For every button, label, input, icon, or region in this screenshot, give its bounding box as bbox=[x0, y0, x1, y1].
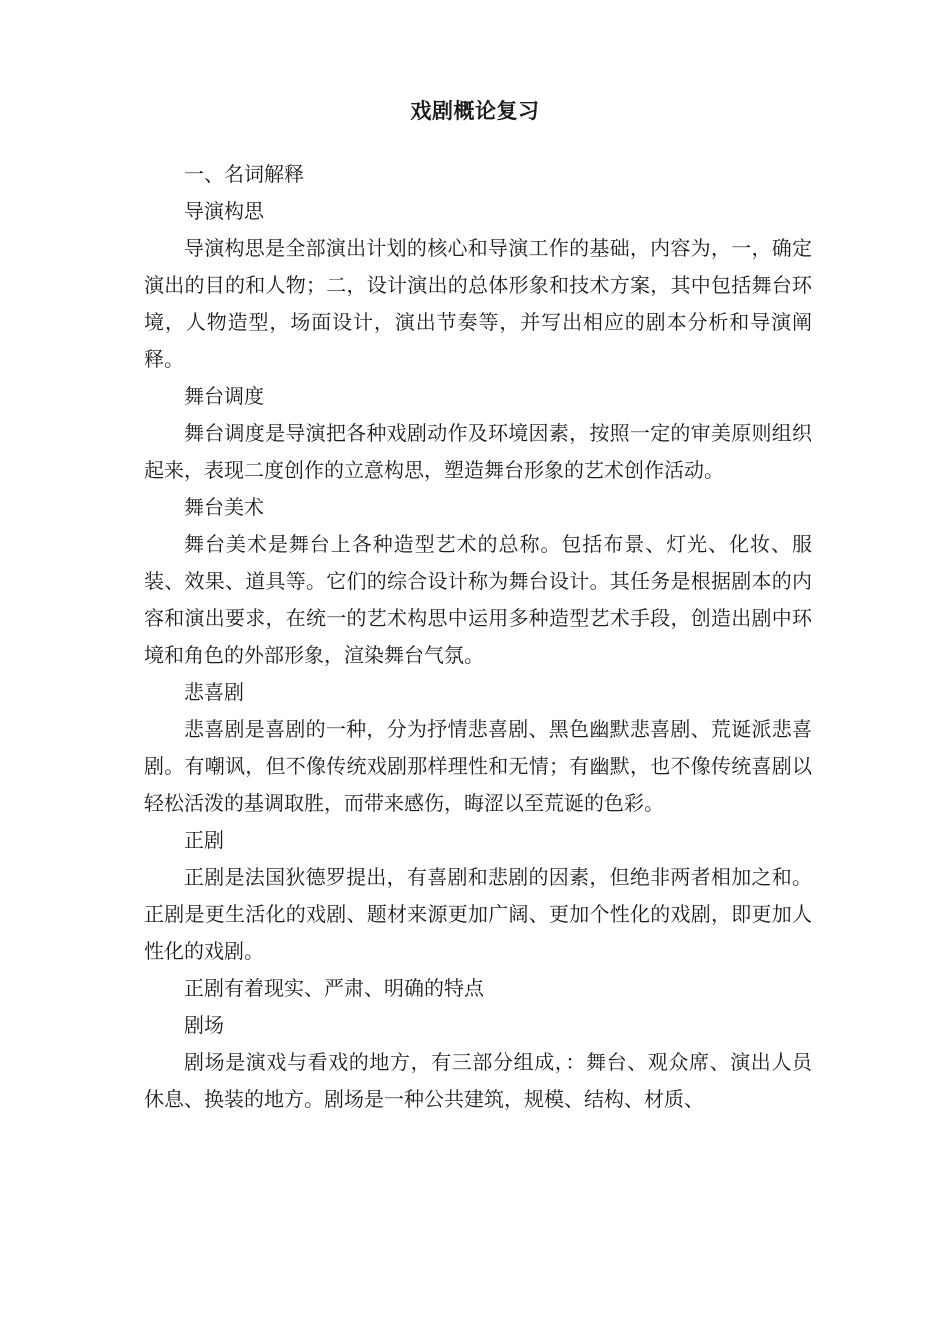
paragraph-term-blocking: 舞台调度 bbox=[184, 384, 264, 408]
paragraph-section-heading: 一、名词解释 bbox=[184, 162, 304, 186]
paragraph-definition-stage-art: 舞台美术是舞台上各种造型艺术的总称。包括布景、灯光、化妆、服装、效果、道具等。它们的综合设计称为舞台设计。其任务是根据剧本的内容和演出要求，在统一的艺术构思中运用多种造型艺术手段，创造出剧中环境和角色的外部形象，渲染舞台气氛。 bbox=[144, 532, 812, 667]
paragraph-term-tragicomedy: 悲喜剧 bbox=[184, 680, 244, 704]
paragraph-definition-drama: 正剧是法国狄德罗提出，有喜剧和悲剧的因素，但绝非两者相加之和。正剧是更生活化的戏剧、题材来源更加广阔、更加个性化的戏剧，即更加人性化的戏剧。 bbox=[144, 865, 812, 963]
paragraph-definition-tragicomedy: 悲喜剧是喜剧的一种，分为抒情悲喜剧、黑色幽默悲喜剧、荒诞派悲喜剧。有嘲讽，但不像传统戏剧那样理性和无情；有幽默，也不像传统喜剧以轻松活泼的基调取胜，而带来感伤，晦涩以至荒诞的色彩。 bbox=[144, 717, 812, 815]
paragraph-drama-features: 正剧有着现实、严肃、明确的特点 bbox=[184, 976, 484, 1000]
paragraph-term-theater: 剧场 bbox=[184, 1013, 224, 1037]
document-title: 戏剧概论复习 bbox=[410, 99, 540, 123]
paragraph-term-drama: 正剧 bbox=[184, 828, 224, 852]
paragraph-definition-blocking: 舞台调度是导演把各种戏剧动作及环境因素，按照一定的审美原则组织起来，表现二度创作的立意构思，塑造舞台形象的艺术创作活动。 bbox=[144, 421, 812, 482]
paragraph-term-director-concept: 导演构思 bbox=[184, 199, 264, 223]
document-body bbox=[144, 156, 812, 1118]
paragraph-term-stage-art: 舞台美术 bbox=[184, 495, 264, 519]
paragraph-definition-theater: 剧场是演戏与看戏的地方，有三部分组成，：舞台、观众席、演出人员休息、换装的地方。剧场是一种公共建筑，规模、结构、材质、 bbox=[144, 1050, 812, 1111]
paragraph-definition-director-concept: 导演构思是全部演出计划的核心和导演工作的基础，内容为，一，确定演出的目的和人物；二，设计演出的总体形象和技术方案，其中包括舞台环境，人物造型，场面设计，演出节奏等，并写出相应的剧本分析和导演阐释。 bbox=[144, 236, 812, 371]
